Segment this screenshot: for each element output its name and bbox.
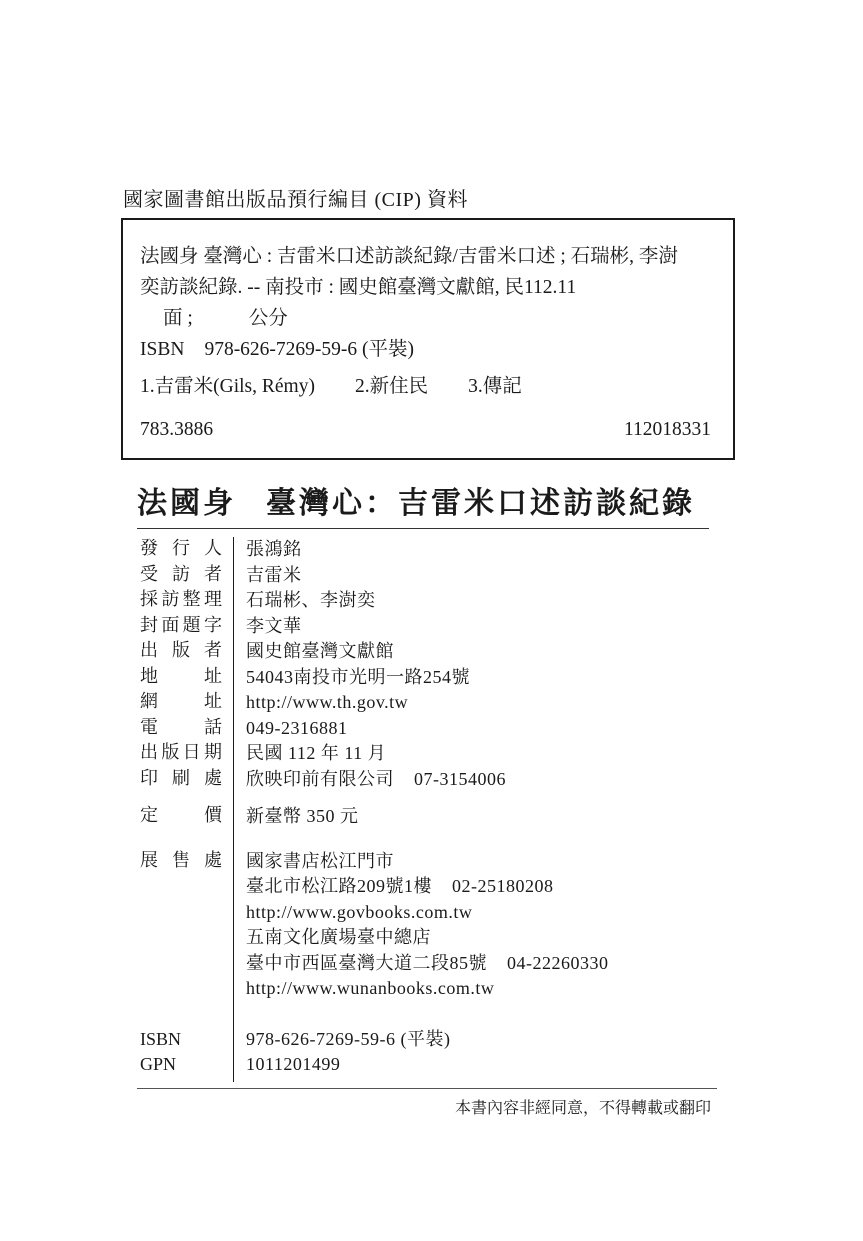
phone-value: 049-2316881 (246, 718, 348, 738)
phone-label: 電話 (140, 717, 222, 738)
sales-store-1-phone: 02-25180208 (452, 876, 554, 896)
calligraphy-value: 李文華 (246, 616, 302, 636)
gpn-label: GPN (140, 1054, 177, 1074)
title-divider (137, 528, 709, 529)
copyright-notice: 本書內容非經同意，不得轉載或翻印 (454, 1098, 711, 1117)
price-value: 新臺幣 350 元 (246, 806, 359, 826)
cip-title-line-1: 法國身 臺灣心 : 吉雷米口述訪談紀錄/吉雷米口述 ; 石瑞彬, 李澍 (140, 246, 678, 267)
book-title-part-2: 臺灣心：吉雷米口述訪談紀錄 (266, 486, 695, 521)
footer-divider (137, 1088, 717, 1089)
cip-title-line-2: 奕訪談紀錄. -- 南投市 : 國史館臺灣文獻館, 民112.11 (140, 277, 577, 298)
cip-size-label: 公分 (248, 308, 288, 329)
sales-store-1: 國家書店松江門市 (246, 851, 394, 871)
press-value: 國史館臺灣文獻館 (246, 641, 394, 661)
address-value: 54043南投市光明一路254號 (246, 667, 470, 687)
cip-subject-2: 2.新住民 (354, 376, 429, 397)
cip-isbn-label: ISBN (140, 339, 185, 360)
label-value-divider (233, 537, 234, 1082)
cip-heading: 國家圖書館出版品預行編目 (CIP) 資料 (123, 189, 468, 211)
interviewers-value: 石瑞彬、李澍奕 (246, 590, 376, 610)
cip-record-box (121, 218, 735, 460)
sales-store-2: 五南文化廣場臺中總店 (246, 927, 431, 947)
printer-phone: 07-3154006 (414, 769, 506, 789)
cip-isbn-line (140, 333, 414, 361)
sales-store-2-street: 臺中市西區臺灣大道二段85號 (246, 953, 487, 973)
website-label: 網址 (140, 691, 222, 712)
book-title-part-1: 法國身 (137, 486, 236, 521)
sales-store-1-street: 臺北市松江路209號1樓 (246, 876, 432, 896)
publisher-value: 張鴻銘 (246, 539, 302, 559)
sales-store-1-website: http://www.govbooks.com.tw (246, 902, 473, 922)
date-label: 出版日期 (140, 742, 222, 763)
price-label: 定價 (140, 805, 222, 826)
cip-record-number: 112018331 (623, 419, 711, 440)
press-label: 出版者 (140, 640, 222, 661)
interviewee-value: 吉雷米 (246, 565, 302, 585)
cip-isbn-value: 978-626-7269-59-6 (平裝) (204, 339, 415, 360)
cip-subject-3: 3.傳記 (468, 376, 522, 397)
cip-subjects (140, 370, 522, 398)
sales-store-2-phone: 04-22260330 (507, 953, 609, 973)
interviewers-label: 採訪整理 (140, 589, 222, 610)
isbn-label: ISBN (140, 1029, 182, 1049)
book-title (137, 478, 695, 522)
cip-physical-description (163, 302, 288, 330)
date-value: 民國 112 年 11 月 (246, 743, 387, 763)
calligraphy-label: 封面題字 (140, 615, 222, 636)
publisher-label: 發行人 (140, 538, 222, 559)
cip-subject-1: 1.吉雷米(Gils, Rémy) (140, 376, 315, 397)
website-value: http://www.th.gov.tw (246, 692, 409, 712)
cip-class-number: 783.3886 (140, 419, 214, 440)
isbn-value: 978-626-7269-59-6 (平裝) (246, 1029, 451, 1049)
sales-store-2-website: http://www.wunanbooks.com.tw (246, 978, 495, 998)
gpn-value: 1011201499 (246, 1054, 341, 1074)
address-label: 地址 (140, 666, 222, 687)
cip-pages-label: 面 ; (163, 308, 193, 329)
printer-name: 欣映印前有限公司 (246, 769, 394, 789)
printer-label: 印刷處 (140, 768, 222, 789)
sales-store-2-address (246, 951, 609, 975)
sales-store-1-address (246, 874, 554, 898)
sales-label: 展售處 (140, 850, 222, 871)
interviewee-label: 受訪者 (140, 564, 222, 585)
printer-value (246, 767, 506, 791)
